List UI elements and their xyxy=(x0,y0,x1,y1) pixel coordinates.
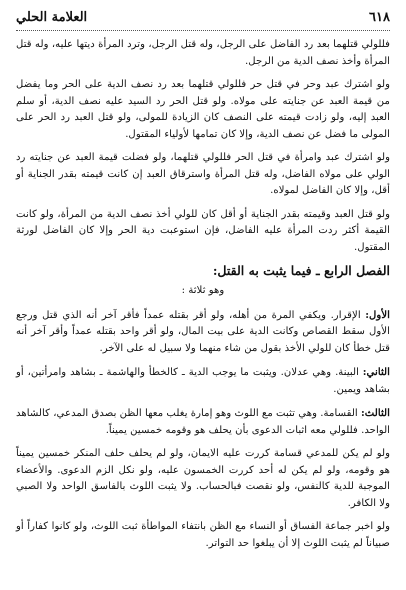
page-header xyxy=(16,8,390,31)
paragraph-2: ولو اشترك عبد وحر في قتل حر فللولي قتلهما بعد رد نصف الدية على الحر وما يفضل من قيمة العبد عن جنايته على مولاه. ولو قتل الحر رد السيد عليه نصف الدية، أو سلم العبد إليه، ولو زادت قيمته على النصف كان الزيادة للمولى، ولو قتل العبد رد الحر على المولى ما فضل عن نصف الدية، وإلا كان تمامها لأولياء المقتول. xyxy=(16,79,390,140)
paragraph-6: ولو اخبر جماعة الفساق أو النساء مع الظن بانتفاء المواطأة ثبت اللوث، ولو كانوا كفاراً أو صبياناً لم يثبت اللوث إلا أن يبلغوا حد التواتر. xyxy=(16,521,390,549)
section-title: الفصل الرابع ـ فيما يثبت به القتل: xyxy=(212,263,390,278)
paragraph-5: ولو لم يكن للمدعي قسامة كررت عليه الايمان، ولو لم يحلف حلف المنكر خمسين يميناً هو وقومه، ولو لم يكن له أحد كررت الخمسون عليه، ولو نكل الزم الدعوى. والأعضاء الموجبة للدية كالنفس، ولو نقصت فبالحساب. ولا يثبت اللوث بالفاسق الواحد ولا الصبي ولا الكافر. xyxy=(16,448,390,509)
paragraph-3: ولو اشترك عبد وامرأة في قتل الحر فللولي قتلهما، ولو فضلت قيمة العبد عن جنايته رد الولي على مولاه الفاضل، وله قتل المرأة واسترقاق العبد إن كانت قيمته بقدر الجناية أو أقل، وإلا كان الفاضل لمولاه. xyxy=(16,152,390,196)
item-second-text: البينة. وهي عدلان. ويثبت ما يوجب الدية ـ كالخطأ والهاشمة ـ بشاهد وامرأتين، أو بشاهد ويمين. xyxy=(16,367,390,395)
item-second xyxy=(16,364,390,398)
paragraph-1: فللولي قتلهما بعد رد الفاضل على الرجل، وله قتل الرجل، وترد المرأة ديتها عليه، وله قتل المرأة وأخذ نصف الدية من الرجل. xyxy=(16,39,390,67)
item-first-label: الأول: xyxy=(365,308,390,321)
item-third-text: القسامة. وهي تثبت مع اللوث وهو إمارة يغلب معها الظن بصدق المدعي، كالشاهد الواحد. فللولي معه اثبات الدعوى بأن يحلف هو وقومه خمسين يميناً. xyxy=(16,408,390,436)
item-third xyxy=(16,405,390,439)
paragraph-4: ولو قتل العبد وقيمته بقدر الجناية أو أقل كان للولي أخذ نصف الدية من المرأة، ولو كانت القيمة أكثر ردت المرأة عليه الفاضل، فإن استوعبت دية الحر وإلا كان الفاضل لورثة المقتول. xyxy=(16,208,390,253)
item-second-label: الثاني: xyxy=(362,366,390,378)
section-intro: وهو ثلاثة : xyxy=(181,285,225,296)
item-first-text: الإقرار. ويكفي المرة من أهله، ولو أقر بقتله عمداً فأقر آخر أنه الذي قتل ورجع الأول سقط القصاص وكانت الدية على بيت المال، ولو أقر واحد بقتله عمداً وأقر آخر أنه قتل خطأ كان للولي الأخذ بقول من شاء منهما ولا سبيل له على الآخر. xyxy=(16,309,390,354)
page-number: ٦١٨ xyxy=(369,10,390,25)
item-first xyxy=(16,307,390,358)
document-page xyxy=(16,8,390,582)
item-third-label: الثالث: xyxy=(361,407,390,419)
running-head: العلامة الحلي xyxy=(16,10,88,25)
